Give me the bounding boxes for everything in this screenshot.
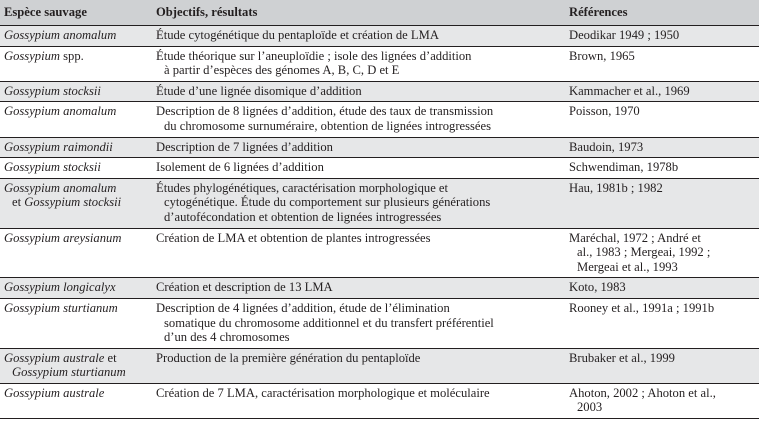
- cell-species-line: Gossypium australe: [4, 385, 105, 400]
- cell-species: [0, 102, 152, 137]
- cell-objectives-line: d’un des 4 chromosomes: [164, 330, 290, 345]
- cell-references: [565, 178, 759, 228]
- cell-objectives-line: Étude d’une lignée disomique d’addition: [156, 83, 362, 98]
- cell-references-line: Poisson, 1970: [569, 104, 640, 119]
- cell-references-line: Brubaker et al., 1999: [569, 350, 675, 365]
- cell-references-line: Ahoton, 2002 ; Ahoton et al.,: [569, 385, 716, 400]
- cell-species: [0, 298, 152, 348]
- cell-species-line: Gossypium sturtianum: [12, 365, 126, 380]
- cell-objectives-line: somatique du chromosome additionnel et du transfert préférentiel: [164, 315, 494, 330]
- cell-references: [565, 158, 759, 179]
- cell-references-line: Hau, 1981b ; 1982: [569, 180, 663, 195]
- table-row: [0, 102, 759, 137]
- cell-objectives: [152, 298, 565, 348]
- cell-species: [0, 228, 152, 278]
- cell-species-line: Gossypium anomalum: [4, 180, 117, 195]
- table-row: [0, 228, 759, 278]
- cell-species-line: Gossypium anomalum: [4, 28, 117, 42]
- cell-objectives-line: Étude cytogénétique du pentaploïde et création de LMA: [156, 28, 439, 42]
- cell-objectives-line: Description de 4 lignées d’addition, étude de l’élimination: [156, 300, 450, 315]
- cell-references-line: Maréchal, 1972 ; André et: [569, 230, 701, 245]
- table-row: [0, 278, 759, 299]
- table-row: [0, 81, 759, 102]
- cell-objectives: [152, 178, 565, 228]
- cell-species-line: Gossypium longicalyx: [4, 280, 116, 295]
- cell-species-line: Gossypium sturtianum: [4, 300, 118, 315]
- cell-species-line: Gossypium australe et: [4, 350, 117, 365]
- cell-species: [0, 383, 152, 418]
- cell-species: [0, 46, 152, 81]
- cell-references: [565, 26, 759, 47]
- cell-references-line: Deodikar 1949 ; 1950: [569, 28, 680, 42]
- cell-objectives: [152, 102, 565, 137]
- cell-species: [0, 278, 152, 299]
- cell-species-line: Gossypium stocksii: [4, 83, 101, 98]
- cell-references-line: al., 1983 ; Mergeai, 1992 ;: [577, 245, 711, 260]
- cell-species: [0, 348, 152, 383]
- cell-species: [0, 178, 152, 228]
- cell-objectives-line: à partir d’espèces des génomes A, B, C, D et E: [164, 63, 400, 78]
- header-species: Espèce sauvage: [4, 4, 87, 19]
- cell-references-line: Schwendiman, 1978b: [569, 160, 679, 175]
- table-row: [0, 46, 759, 81]
- cell-objectives: [152, 158, 565, 179]
- cell-references: [565, 278, 759, 299]
- cell-references: [565, 228, 759, 278]
- cell-references: [565, 298, 759, 348]
- table-body: [0, 26, 759, 419]
- cell-objectives: [152, 26, 565, 47]
- cell-references: [565, 81, 759, 102]
- table-row: [0, 383, 759, 418]
- cell-objectives: [152, 383, 565, 418]
- table-row: [0, 158, 759, 179]
- cell-objectives: [152, 278, 565, 299]
- cell-references-line: Mergeai et al., 1993: [577, 259, 678, 274]
- cell-species: [0, 81, 152, 102]
- cell-species-line: Gossypium areysianum: [4, 230, 122, 245]
- cell-references-line: Kammacher et al., 1969: [569, 83, 690, 98]
- cell-species: [0, 137, 152, 158]
- cell-objectives-line: Étude théorique sur l’aneuploïdie ; isole des lignées d’addition: [156, 48, 472, 63]
- cell-objectives-line: Création de LMA et obtention de plantes introgressées: [156, 230, 431, 245]
- cell-references-line: Brown, 1965: [569, 48, 635, 63]
- cell-species-line: et Gossypium stocksii: [12, 195, 122, 210]
- cell-references-line: Baudoin, 1973: [569, 139, 644, 154]
- cell-species-line: Gossypium stocksii: [4, 160, 101, 175]
- cell-references: [565, 46, 759, 81]
- cell-references: [565, 102, 759, 137]
- cell-references-line: Koto, 1983: [569, 280, 626, 295]
- table-header-row: [0, 0, 759, 26]
- cell-objectives: [152, 348, 565, 383]
- cell-objectives: [152, 81, 565, 102]
- cell-references: [565, 348, 759, 383]
- cell-objectives-line: Production de la première génération du pentaploïde: [156, 350, 421, 365]
- cell-references-line: 2003: [577, 400, 603, 415]
- cell-species: [0, 158, 152, 179]
- cell-objectives-line: Création et description de 13 LMA: [156, 280, 333, 295]
- header-references: Références: [569, 4, 628, 19]
- cell-objectives-line: du chromosome surnuméraire, obtention de lignées introgressées: [164, 118, 492, 133]
- cell-objectives-line: d’autofécondation et obtention de lignées introgressées: [164, 209, 442, 224]
- cell-objectives-line: cytogénétique. Étude du comportement sur plusieurs générations: [164, 195, 491, 210]
- cell-objectives: [152, 137, 565, 158]
- table-row: [0, 298, 759, 348]
- cell-references-line: Rooney et al., 1991a ; 1991b: [569, 300, 715, 315]
- table-row: [0, 348, 759, 383]
- cell-references: [565, 383, 759, 418]
- table-row: [0, 178, 759, 228]
- table-row: [0, 137, 759, 158]
- cell-species-line: Gossypium spp.: [4, 48, 84, 63]
- table-row: [0, 26, 759, 47]
- cell-species: [0, 26, 152, 47]
- cell-objectives-line: Description de 7 lignées d’addition: [156, 139, 333, 154]
- cell-objectives-line: Isolement de 6 lignées d’addition: [156, 160, 324, 175]
- cell-species-line: Gossypium anomalum: [4, 104, 117, 119]
- cell-objectives: [152, 228, 565, 278]
- cell-objectives-line: Création de 7 LMA, caractérisation morphologique et moléculaire: [156, 385, 490, 400]
- cell-objectives: [152, 46, 565, 81]
- cell-references: [565, 137, 759, 158]
- header-objectives: Objectifs, résultats: [156, 4, 258, 19]
- cell-objectives-line: Études phylogénétiques, caractérisation morphologique et: [156, 180, 449, 195]
- cell-species-line: Gossypium raimondii: [4, 139, 113, 154]
- cell-objectives-line: Description de 8 lignées d’addition, étude des taux de transmission: [156, 104, 494, 119]
